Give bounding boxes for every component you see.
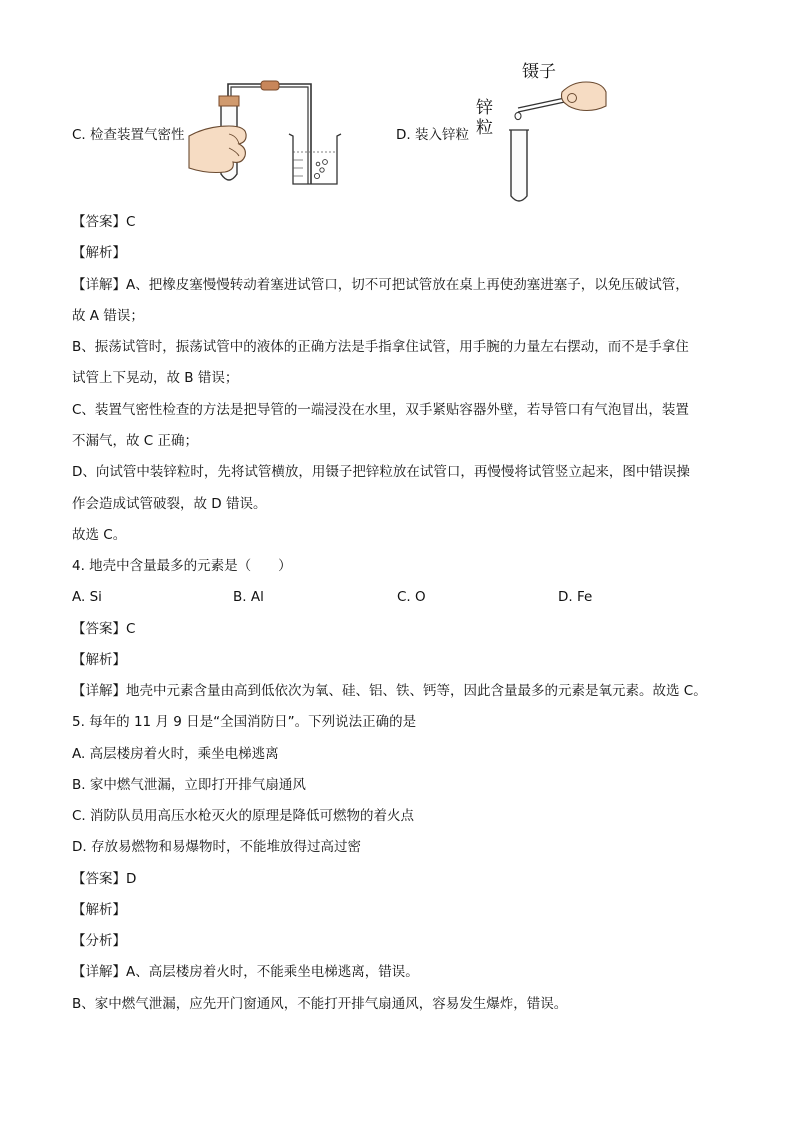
q5-stem: 5. 每年的 11 月 9 日是“全国消防日”。下列说法正确的是 xyxy=(72,714,417,730)
q4-stem: 4. 地壳中含量最多的元素是（ ） xyxy=(72,558,292,574)
q5-answer: 【答案】D xyxy=(72,871,137,887)
q5-option-c: C. 消防队员用高压水枪灭火的原理是降低可燃物的着火点 xyxy=(72,808,415,824)
q4-analysis-heading: 【解析】 xyxy=(72,652,126,668)
q3-detail-line-2: 故 A 错误； xyxy=(72,308,144,324)
q4-option-d: D. Fe xyxy=(558,589,593,605)
q3-detail-line-1: 【详解】A、把橡皮塞慢慢转动着塞进试管口，切不可把试管放在桌上再使劲塞进塞子，以免压破试管， xyxy=(72,277,689,293)
zinc-label-top: 锌 xyxy=(476,98,493,118)
q5-detail-line-2: B、家中燃气泄漏，应先开门窗通风，不能打开排气扇通风，容易发生爆炸，错误。 xyxy=(72,996,568,1012)
q3-analysis-heading: 【解析】 xyxy=(72,245,126,261)
tweezers-label: 镊子 xyxy=(522,62,556,82)
airtightness-check-figure xyxy=(185,76,345,190)
q4-option-c: C. O xyxy=(397,589,426,605)
q3-detail-line-5: C、装置气密性检查的方法是把导管的一端浸没在水里，双手紧贴容器外壁，若导管口有气泡冒出，装置 xyxy=(72,402,689,418)
option-c-label: C. 检查装置气密性 xyxy=(72,127,185,143)
q5-fenxi-heading: 【分析】 xyxy=(72,933,126,949)
q5-option-b: B. 家中燃气泄漏，立即打开排气扇通风 xyxy=(72,777,306,793)
q3-conclusion: 故选 C。 xyxy=(72,527,127,543)
q4-option-a: A. Si xyxy=(72,589,102,605)
q3-detail-line-8: 作会造成试管破裂，故 D 错误。 xyxy=(72,496,267,512)
zinc-label-bottom: 粒 xyxy=(476,118,493,138)
q3-detail-line-4: 试管上下晃动，故 B 错误； xyxy=(72,370,239,386)
option-d-label: D. 装入锌粒 xyxy=(396,127,469,143)
q4-option-b: B. Al xyxy=(233,589,264,605)
q3-answer: 【答案】C xyxy=(72,214,136,230)
q5-analysis-heading: 【解析】 xyxy=(72,902,126,918)
q5-detail-line-1: 【详解】A、高层楼房着火时，不能乘坐电梯逃离，错误。 xyxy=(72,964,419,980)
q5-option-d: D. 存放易燃物和易爆物时，不能堆放得过高过密 xyxy=(72,839,361,855)
q3-detail-line-3: B、振荡试管时，振荡试管中的液体的正确方法是手指拿住试管，用手腕的力量左右摆动，而不是手拿住 xyxy=(72,339,689,355)
q3-detail-line-6: 不漏气，故 C 正确； xyxy=(72,433,199,449)
q5-option-a: A. 高层楼房着火时，乘坐电梯逃离 xyxy=(72,746,279,762)
add-zinc-figure xyxy=(500,78,610,206)
q4-detail: 【详解】地壳中元素含量由高到低依次为氧、硅、铝、铁、钙等，因此含量最多的元素是氧元素。故选 C。 xyxy=(72,683,707,699)
q3-detail-line-7: D、向试管中装锌粒时，先将试管横放，用镊子把锌粒放在试管口，再慢慢将试管竖立起来，图中错误操 xyxy=(72,464,690,480)
q4-answer: 【答案】C xyxy=(72,621,136,637)
